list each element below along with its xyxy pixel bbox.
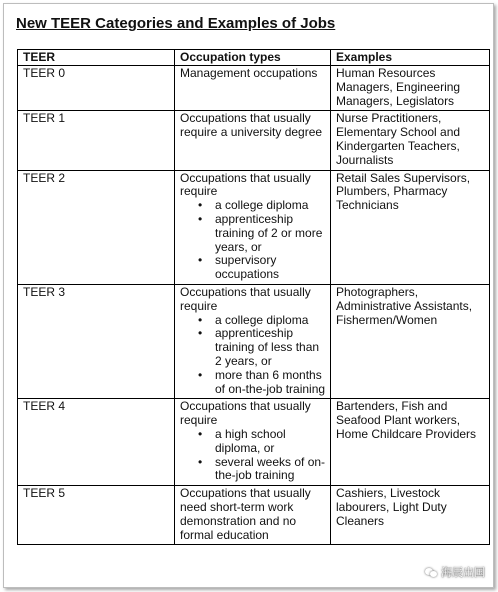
teer-cell: TEER 3: [18, 284, 175, 398]
table-row: [18, 111, 490, 170]
requirement-list: [180, 428, 326, 483]
examples-cell: Cashiers, Livestock labourers, Light Duty Cleaners: [331, 486, 490, 545]
header-teer: TEER: [18, 50, 175, 66]
occupation-intro: Management occupations: [180, 66, 318, 80]
list-item: • a college diploma: [215, 199, 326, 213]
teer-cell: TEER 5: [18, 486, 175, 545]
wechat-icon: [425, 567, 437, 577]
requirement-list: [180, 314, 326, 397]
occupation-intro: Occupations that usually require: [180, 170, 311, 199]
document-frame: [3, 3, 494, 588]
watermark-text: 海辰出国: [441, 567, 485, 579]
list-item: • apprenticeship training of less than 2 years, or: [215, 327, 326, 368]
examples-cell: Human Resources Managers, Engineering Managers, Legislators: [331, 66, 490, 111]
header-occupation-types: Occupation types: [175, 50, 331, 66]
list-item: • supervisory occupations: [215, 254, 326, 282]
occupation-intro: Occupations that usually need short-term work demonstration and no formal education: [180, 486, 311, 542]
occupation-intro: Occupations that usually require: [180, 399, 311, 428]
examples-cell: Retail Sales Supervisors, Plumbers, Pharmacy Technicians: [331, 170, 490, 284]
list-item: • more than 6 months of on-the-job training: [215, 369, 326, 397]
occupation-cell: [175, 486, 331, 545]
occupation-intro: Occupations that usually require a university degree: [180, 111, 323, 140]
occupation-cell: [175, 284, 331, 398]
teer-table: [17, 49, 490, 545]
examples-cell: Photographers, Administrative Assistants, Fishermen/Women: [331, 284, 490, 398]
table-row: [18, 399, 490, 486]
requirement-list: [180, 199, 326, 282]
list-item: • apprenticeship training of 2 or more years, or: [215, 213, 326, 254]
table-row: [18, 66, 490, 111]
table-row: [18, 170, 490, 284]
document-title: New TEER Categories and Examples of Jobs: [16, 15, 336, 32]
teer-cell: TEER 0: [18, 66, 175, 111]
watermark: [425, 564, 485, 580]
table-header-row: [18, 50, 490, 66]
occupation-intro: Occupations that usually require: [180, 284, 311, 313]
list-item: • a college diploma: [215, 314, 326, 328]
occupation-cell: [175, 170, 331, 284]
teer-cell: TEER 2: [18, 170, 175, 284]
occupation-cell: [175, 66, 331, 111]
teer-cell: TEER 1: [18, 111, 175, 170]
occupation-cell: [175, 399, 331, 486]
teer-cell: TEER 4: [18, 399, 175, 486]
list-item: • a high school diploma, or: [215, 428, 326, 456]
occupation-cell: [175, 111, 331, 170]
header-examples: Examples: [331, 50, 490, 66]
examples-cell: Nurse Practitioners, Elementary School and Kindergarten Teachers, Journalists: [331, 111, 490, 170]
table-row: [18, 284, 490, 398]
list-item: • several weeks of on-the-job training: [215, 456, 326, 484]
examples-cell: Bartenders, Fish and Seafood Plant workers, Home Childcare Providers: [331, 399, 490, 486]
table-row: [18, 486, 490, 545]
